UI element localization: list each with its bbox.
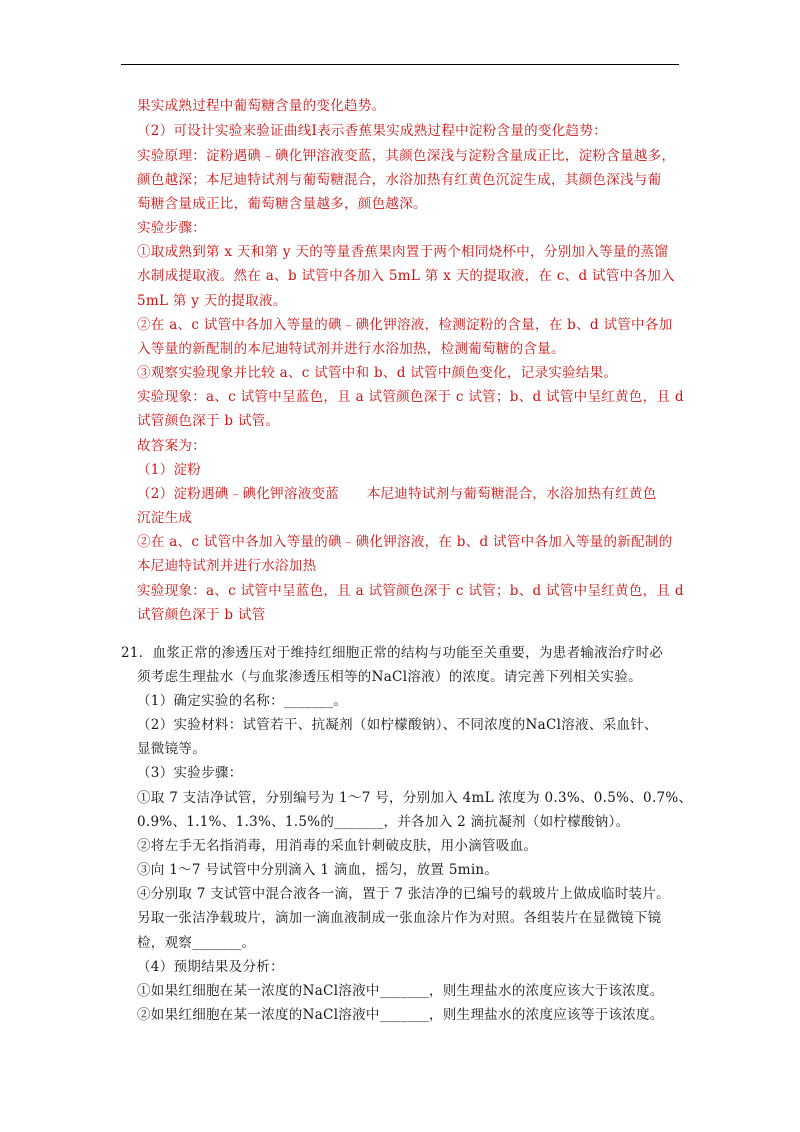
question-line: （2）实验材料：试管若干、抗凝剂（如柠檬酸钠）、不同浓度的NaCl溶液、采血针、 [137,717,658,733]
question-line: ②如果红细胞在某一浓度的NaCl溶液中_______，则生理盐水的浓度应该等于该浓度。 [137,1007,664,1023]
answer-line: 试管颜色深于 b 试管。 [137,413,280,429]
answer-line: 果实成熟过程中葡萄糖含量的变化趋势。 [137,98,386,114]
answer-line: 试管颜色深于 b 试管 [137,607,266,623]
answer-line: （2）可设计实验来验证曲线Ⅰ表示香蕉果实成熟过程中淀粉含量的变化趋势： [137,123,607,139]
question-line: 另取一张洁净载玻片，滴加一滴血液制成一张血涂片作为对照。各组装片在显微镜下镜 [137,910,662,926]
question-line: （3）实验步骤： [137,765,243,781]
answer-line: 实验现象：a、c 试管中呈蓝色，且 a 试管颜色深于 c 试管；b、d 试管中呈红黄色，且 d [137,583,684,599]
question-line: 显微镜等。 [137,741,206,757]
question-line: ①如果红细胞在某一浓度的NaCl溶液中_______，则生理盐水的浓度应该大于该浓度。 [137,983,664,999]
answer-line: ③观察实验现象并比较 a、c 试管中和 b、d 试管中颜色变化，记录实验结果。 [137,365,618,381]
answer-line: ①取成熟到第 x 天和第 y 天的等量香蕉果肉置于两个相同烧杯中，分别加入等量的蒸馏 [137,244,669,260]
answer-line: 故答案为： [137,438,206,454]
question-line: ③向 1～7 号试管中分别滴入 1 滴血，摇匀，放置 5min。 [137,862,499,878]
answer-line: 沉淀生成 [137,510,193,526]
answer-line: （2）淀粉遇碘﹣碘化钾溶液变蓝 本尼迪特试剂与葡萄糖混合，水浴加热有红黄色 [137,486,657,502]
question-line: ②将左手无名指消毒，用消毒的采血针刺破皮肤，用小滴管吸血。 [137,838,538,854]
answer-line: 水制成提取液。然在 a、b 试管中各加入 5mL 第 x 天的提取液，在 c、d 试管中各加入 [137,268,675,284]
answer-line: 颜色越深；本尼迪特试剂与葡萄糖混合，水浴加热有红黄色沉淀生成，其颜色深浅与葡 [137,172,662,188]
question-line: 0.9%、1.1%、1.3%、1.5%的_______，并各加入 2 滴抗凝剂（如柠檬酸钠）。 [137,814,630,830]
answer-line: 本尼迪特试剂并进行水浴加热 [137,558,317,574]
question-line: （1）确定实验的名称：_______。 [137,693,348,709]
question-line: 须考虑生理盐水（与血浆渗透压相等的NaCl溶液）的浓度。请完善下列相关实验。 [137,669,642,685]
question-line: ①取 7 支洁净试管，分别编号为 1～7 号，分别加入 4mL 浓度为 0.3%、0.5%、0.7%、 [137,790,693,806]
answer-line: 实验现象：a、c 试管中呈蓝色，且 a 试管颜色深于 c 试管；b、d 试管中呈红黄色，且 d [137,389,684,405]
answer-line: ②在 a、c 试管中各加入等量的碘﹣碘化钾溶液，检测淀粉的含量，在 b、d 试管中各加 [137,317,673,333]
answer-line: 5mL 第 y 天的提取液。 [137,293,287,309]
answer-line: ②在 a、c 试管中各加入等量的碘﹣碘化钾溶液，在 b、d 试管中各加入等量的新配制的 [137,534,673,550]
question-line: ④分别取 7 支试管中混合液各一滴，置于 7 张洁净的已编号的载玻片上做成临时装片。 [137,886,670,902]
answer-line: 实验步骤： [137,220,206,236]
header-rule [121,64,679,65]
question-line: 检，观察_______。 [137,935,256,951]
question-line: （4）预期结果及分析： [137,959,284,975]
answer-line: 萄糖含量成正比，葡萄糖含量越多，颜色越深。 [137,196,427,212]
answer-line: （1）淀粉 [137,462,202,478]
answer-line: 实验原理：淀粉遇碘﹣碘化钾溶液变蓝，其颜色深浅与淀粉含量成正比，淀粉含量越多， [137,148,676,164]
answer-line: 入等量的新配制的本尼迪特试剂并进行水浴加热，检测葡萄糖的含量。 [137,341,565,357]
question-line: 21．血浆正常的渗透压对于维持红细胞正常的结构与功能至关重要，为患者输液治疗时必 [121,645,664,661]
